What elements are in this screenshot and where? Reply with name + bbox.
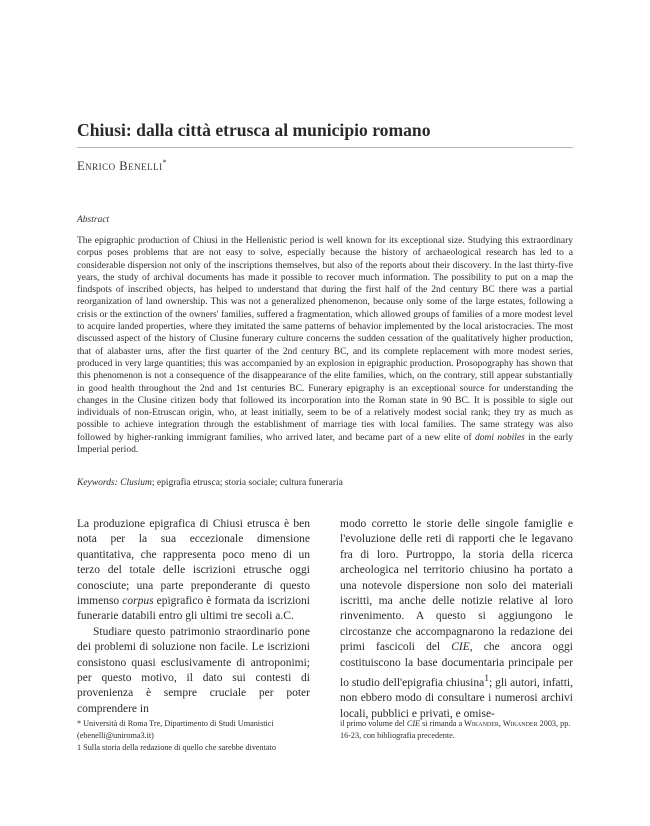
footnote-ref-1: 1 [484,673,489,685]
footnotes-left [77,718,310,753]
body-column-right [340,517,573,722]
footnote-text: il primo volume del [340,719,407,728]
body-text: modo corretto le storie delle singole famiglie e l'evoluzione delle reti di rapporti che le legavano fra di loro. Purtroppo, la storia della ricerca archeologica nel territorio chiusino ha portato a una notevole dispersione non solo dei materiali iscritti, ma anche delle notizie relative al loro rinvenimento. A questo si aggiungono le circostanze che accompagnarono la redazione dei primi fascicoli del [340,518,573,654]
keyword-first: Clusium [120,478,152,488]
body-italic: corpus [122,595,154,608]
author-line [77,158,167,174]
footnote-text: si rimanda a [420,719,465,728]
author-footnote-mark: * [162,158,168,167]
body-column-left [77,517,310,717]
keywords-rest: ; epigrafia etrusca; storia sociale; cultura funeraria [151,478,343,488]
abstract-heading: Abstract [77,215,110,225]
body-text: epigrafico è formata da iscrizioni funerarie databili entro gli ultimi tre secoli a.C. [77,595,310,623]
footnote-1: 1 Sulla storia della redazione di quello che sarebbe diventato [77,742,276,752]
body-text: , che ancora oggi costituiscono la base documentaria principale per lo studio dell'epigrafia chiusina [340,641,573,689]
body-text: La produzione epigrafica di Chiusi etrusca è ben nota per la sua eccezionale dimensione quantitativa, che rappresenta poco meno di un terzo del totale delle iscrizioni etrusche oggi conosciute; una parte preponderante di questo immenso [77,518,310,608]
footnotes-right [340,718,573,742]
footnote-star: * Università di Roma Tre, Dipartimento di Studi Umanistici (ebenelli@uniroma3.it) [77,719,274,740]
abstract-end: in the early Imperial period. [77,432,573,456]
footnote-1-continued [340,718,573,742]
author-name: Enrico Benelli [77,159,163,174]
body-paragraph-1 [77,517,310,625]
abstract-body: The epigraphic production of Chiusi in the Hellenistic period is well known for its exceptional size. Studying this extraordinary corpus poses problems that are not easy to solve, especially because the history of archaeological research has led to a considerable dispersion not only of the inscriptions themselves, but also of the reports about their discovery. In the last thirty-five years, the study of archival documents has made it possible to recover much information. The possibility to put on a map the findspots of inscribed objects, has helped to understand that during the first half of the 2nd century BC there was a partial reorganization of land ownership. This was not a generalized phenomenon, because only some of the large estates, following a crisis or the extinction of the owners' families, suffered a fragmentation, which allowed groups of families of a more modest level to acquire landed properties, where they imitated the same patterns of behavior implemented by the local aristocracies. The most discussed aspect of the history of Clusine funerary culture concerns the sudden cessation of the qualitatively higher production, that of alabaster urns, after the first quarter of the 2nd century BC, and its complete replacement with more modest series, produced in very large quantities; this was accompanied by an explosion in epigraphic production. Prosopography has shown that this phenomenon is not a consequence of the disappearance of the elite families, which, on the contrary, still appear substantially in good health throughout the 2nd and 1st centuries BC. Funerary epigraphy is an exceptional source for understanding the changes in the Clusine citizen body that followed its incorporation into the Roman state in 90 BC. It is possible to sigle out individuals of non-Etruscan origin, who, at least initially, seem to be of a relatively modest social rank; they try as much as possible to achieve integration through the establishment of marriage ties with local families. The same strategy was also followed by higher-ranking immigrant families, who arrived later, and became part of a new elite of [77,236,573,443]
keywords-line [77,478,573,488]
keywords-label: Keywords: [77,478,118,488]
body-italic: CIE [451,641,470,654]
paper-title: Chiusi: dalla città etrusca al municipio romano [77,120,431,140]
footnote-cited-authors: Wikander, Wikander [464,719,538,728]
abstract-text [77,235,573,456]
title-rule [77,147,573,148]
body-text: ; gli autori, infatti, non ebbero modo di consultare i numerosi archivi locali, pubblici e privati, e omise- [340,676,573,720]
abstract-italic-term: domi nobiles [475,432,525,443]
body-paragraph-2: Studiare questo patrimonio straordinario pone dei problemi di soluzione non facile. Le iscrizioni consistono quasi esclusivamente di antroponimi; per questo motivo, il dato sui contesti di provenienza è sempre cruciale per poter comprendere in [77,625,310,715]
body-paragraph-continued [340,517,573,722]
footnote-italic: CIE [406,719,421,728]
footnote-text: 2003, pp. 16-23, con bibliografia precedente. [340,719,571,740]
